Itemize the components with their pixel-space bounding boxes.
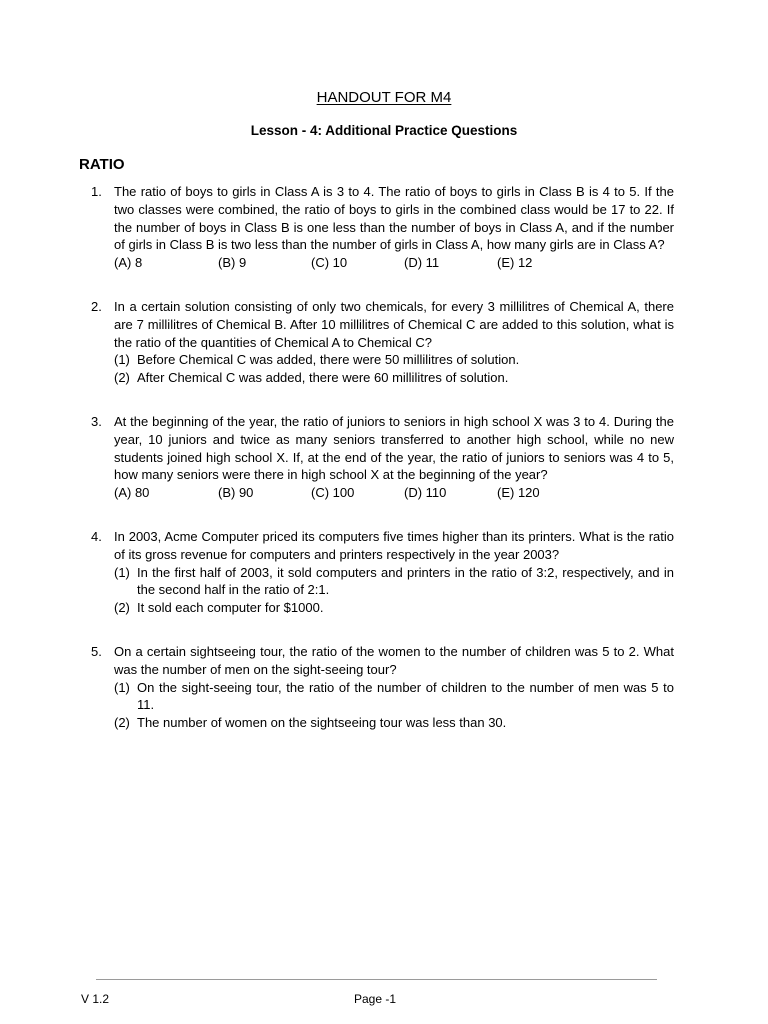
question-text: In 2003, Acme Computer priced its computers five times higher than its printers. What is the ratio of its gross revenue for computers and printers respectively in the year 2003?	[114, 528, 674, 562]
question-text: The ratio of boys to girls in Class A is 3 to 4. The ratio of boys to girls in Class B is 4 to 5. If the two classes were combined, the ratio of boys to girls in the combined class would be 17 to 22. If the number of boys in Class B is one less than the number of boys in Class A, and if the number of girls in Class B is two less than the number of girls in Class A, how many girls are in Class A?	[114, 184, 674, 253]
statement-text: The number of women on the sightseeing tour was less than 30.	[137, 715, 507, 731]
lesson-subtitle: Lesson - 4: Additional Practice Questions	[250, 123, 518, 138]
statement-1	[114, 564, 674, 600]
statement-number: (2)	[114, 370, 130, 386]
statement-number: (1)	[114, 564, 130, 580]
document-title: HANDOUT FOR M4	[316, 89, 452, 106]
question-number: 3.	[91, 413, 102, 429]
statement-number: (1)	[114, 679, 130, 695]
statement-text: It sold each computer for $1000.	[137, 600, 324, 616]
statement-1	[114, 679, 674, 715]
question-1	[0, 183, 768, 272]
question-list	[0, 183, 768, 758]
statement-text: In the first half of 2003, it sold computers and printers in the ratio of 3:2, respectively, and in the second half in the ratio of 2:1.	[137, 564, 674, 598]
choice-c: (C) 100	[311, 485, 355, 501]
choice-d: (D) 11	[404, 255, 440, 271]
question-2	[0, 298, 768, 387]
answer-choices	[114, 254, 768, 272]
choice-e: (E) 12	[497, 255, 533, 271]
question-number: 1.	[91, 184, 102, 199]
statement-2	[114, 714, 674, 732]
question-number: 2.	[91, 298, 102, 314]
choice-c: (C) 10	[311, 255, 348, 271]
statement-text: Before Chemical C was added, there were 50 millilitres of solution.	[137, 352, 520, 368]
question-number: 4.	[91, 528, 102, 544]
statement-number: (1)	[114, 352, 130, 368]
question-5	[0, 643, 768, 732]
question-number: 5.	[91, 643, 102, 659]
choice-b: (B) 9	[218, 255, 247, 271]
choice-a: (A) 80	[114, 485, 150, 501]
question-text: On a certain sightseeing tour, the ratio of the women to the number of children was 5 to 2. What was the number of men on the sight-seeing tour?	[114, 643, 674, 677]
statement-2	[114, 369, 674, 387]
question-text: In a certain solution consisting of only two chemicals, for every 3 millilitres of Chemical A, there are 7 millilitres of Chemical B. After 10 millilitres of Chemical C are added to this solution, what is the ratio of the quantities of Chemical A to Chemical C?	[114, 298, 674, 350]
footer-version: V 1.2	[81, 992, 110, 1006]
choice-a: (A) 8	[114, 255, 143, 271]
statement-2	[114, 599, 674, 617]
statement-text: After Chemical C was added, there were 60 millilitres of solution.	[137, 370, 509, 386]
question-text: At the beginning of the year, the ratio of juniors to seniors in high school X was 3 to 4. During the year, 10 juniors and twice as many seniors transferred to another high school, while no new students joined high school X. If, at the end of the year, the ratio of juniors to seniors was 4 to 5, how many seniors were there in high school X at the beginning of the year?	[114, 413, 674, 483]
question-3	[0, 413, 768, 502]
question-4	[0, 528, 768, 617]
footer-page-number: Page -1	[354, 992, 397, 1006]
statement-1	[114, 351, 674, 369]
choice-b: (B) 90	[218, 485, 254, 501]
choice-d: (D) 110	[404, 485, 447, 501]
statement-number: (2)	[114, 600, 130, 616]
answer-choices	[114, 484, 768, 502]
statement-text: On the sight-seeing tour, the ratio of the number of children to the number of men was 5 to 11.	[137, 679, 674, 713]
footer-divider	[96, 979, 657, 980]
statement-number: (2)	[114, 715, 130, 731]
choice-e: (E) 120	[497, 485, 540, 501]
section-heading: RATIO	[79, 156, 125, 173]
